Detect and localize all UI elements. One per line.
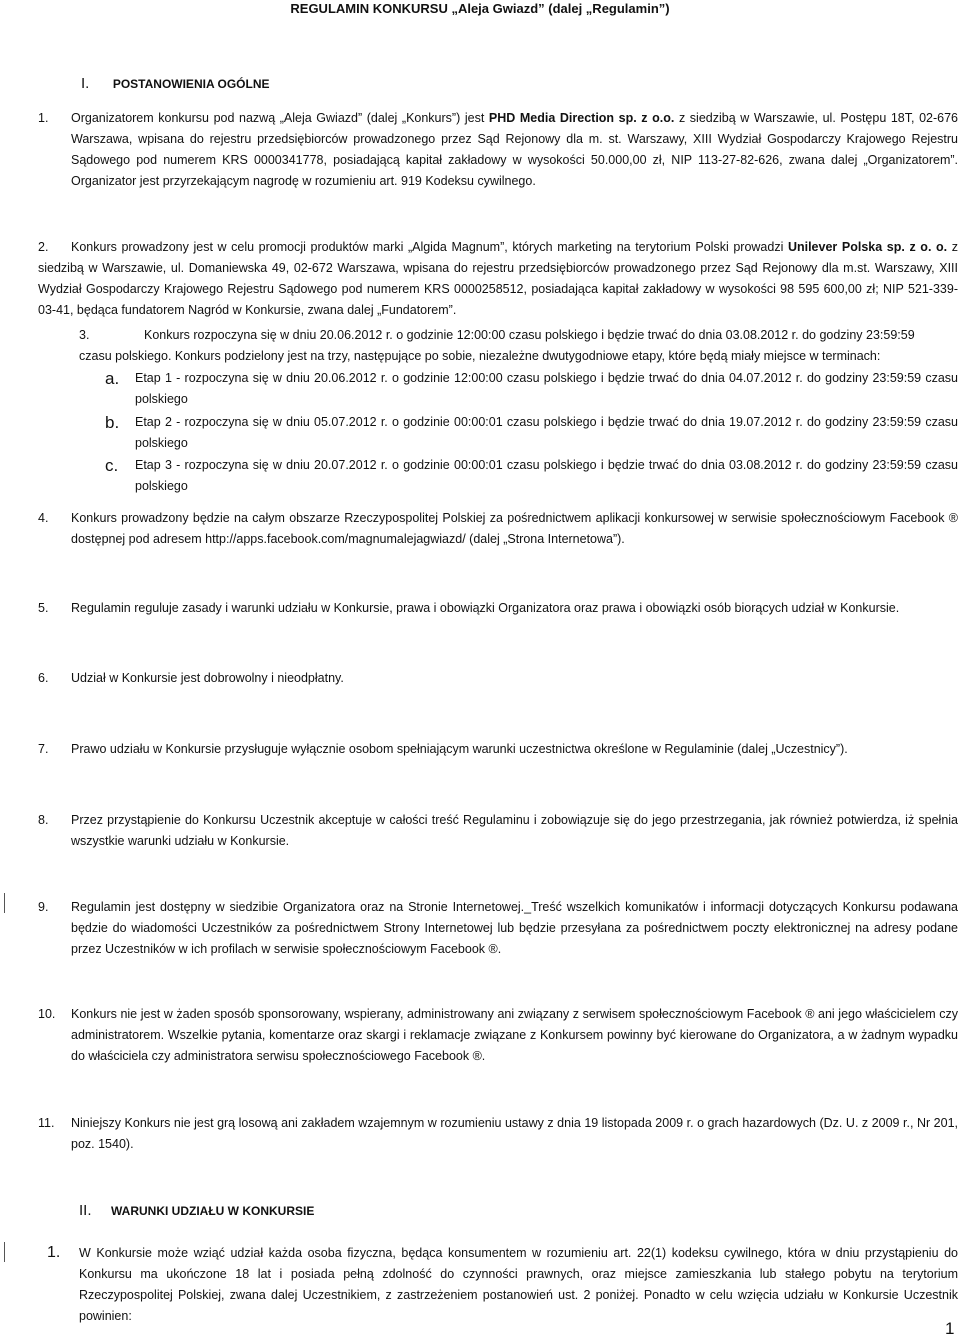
paragraph-6: Udział w Konkursie jest dobrowolny i nieodpłatny. (71, 671, 344, 685)
paragraph-number: 1. (38, 111, 49, 125)
revision-bar (4, 893, 5, 913)
page-number: 1 (945, 1319, 955, 1338)
stage-item: Etap 3 - rozpoczyna się w dniu 20.07.2012 r. o godzinie 00:00:01 czasu polskiego i będzie trwać do dnia 03.08.2012 r. do godziny 23:59:59 czasu polskiego (135, 458, 958, 493)
paragraph-number: 7. (38, 742, 49, 756)
paragraph-10: Konkurs nie jest w żaden sposób sponsorowany, wspierany, administrowany ani związany z serwisem społecznościowym Facebook ® ani jego właścicielem czy administratorem. Wszelkie pytania, komentarze oraz skargi i reklamacje związane z Konkursem powinny być kierowane do Organizatora, a w żadnym wypadku do właściciela czy administratora serwisu społecznościowego Facebook ®. (71, 1007, 958, 1063)
section-title: POSTANOWIENIA OGÓLNE (112, 77, 270, 91)
section-heading (79, 1200, 314, 1222)
paragraph-3-line-2: czasu polskiego. Konkurs podzielony jest na trzy, następujące po sobie, niezależne dwutygodniowe etapy, które będą miały miejsce w terminach: (79, 349, 881, 363)
paragraph-text: z siedzibą w Warszawie, ul. Domaniewska 49, 02-672 Warszawa, wpisana do rejestru przedsiębiorców prowadzonego przez Sąd Rejonowy dla m.st. Warszawy, XIII Wydział Gospodarczy Krajowego Rejestru Sądowego pod numerem KRS 0000258512, posiadająca kapitał zakładowy w wysokości 98 595 600,00 zł; NIP 521-339-03-41, będąca fundatorem Nagród w Konkursie, zwana dalej „Fundatorem”. (38, 240, 958, 317)
paragraph-II-1: W Konkursie może wziąć udział każda osoba fizyczna, będąca konsumentem w rozumieniu art. 22(1) kodeksu cywilnego, która w dniu przystąpieniu do Konkursu ma ukończone 18 lat i posiada pełną zdolność do czynności prawnych, oraz miejsce zamieszkania lub stałego pobytu na terytorium Rzeczypospolitej Polskiej, zwana dalej Uczestnikiem, z zastrzeżeniem postanowień ust. 2 poniżej. Ponadto w celu wzięcia udziału w Konkursie Uczestnik powinien: (79, 1246, 958, 1323)
paragraph-8: Przez przystąpienie do Konkursu Uczestnik akceptuje w całości treść Regulaminu i zobowiązuje się do jego przestrzegania, jak również potwierdza, iż spełnia wszystkie warunki udziału w Konkursie. (71, 813, 958, 848)
section-number: I. (81, 75, 90, 92)
paragraph-3-line-1: Konkurs rozpoczyna się w dniu 20.06.2012 r. o godzinie 12:00:00 czasu polskiego i będzie trwać do dnia 03.08.2012 r. do godziny 23:59:59 (144, 328, 915, 342)
paragraph-number: 1. (47, 1244, 61, 1261)
paragraph-number: 2. (38, 240, 49, 254)
paragraph-5: Regulamin reguluje zasady i warunki udziału w Konkursie, prawa i obowiązki Organizatora oraz prawa i obowiązki osób biorących udział w Konkursie. (71, 601, 900, 615)
paragraph-text: Konkurs prowadzony jest w celu promocji produktów marki „Algida Magnum”, których marketing na terytorium Polski prowadzi (71, 240, 788, 254)
paragraph-number: 10. (38, 1007, 56, 1021)
paragraph-7: Prawo udziału w Konkursie przysługuje wyłącznie osobom spełniającym warunki uczestnictwa określone w Regulaminie (dalej „Uczestnicy”). (71, 742, 848, 756)
paragraph-text: Organizatorem konkursu pod nazwą „Aleja Gwiazd” (dalej „Konkurs”) jest (71, 111, 489, 125)
paragraph-number: 11. (38, 1116, 55, 1130)
paragraph-number: 4. (38, 511, 49, 525)
paragraph-number: 6. (38, 671, 49, 685)
paragraph-number: 9. (38, 900, 49, 914)
revision-bar (4, 1242, 5, 1262)
paragraph-number: 3. (79, 328, 90, 342)
paragraph-11: Niniejszy Konkurs nie jest grą losową ani zakładem wzajemnym w rozumieniu ustawy z dnia 19 listopada 2009 r. o grach hazardowych (Dz. U. z 2009 r., Nr 201, poz. 1540). (71, 1116, 958, 1151)
section-heading (81, 73, 270, 95)
document-title: REGULAMIN KONKURSU „Aleja Gwiazd” (dalej „Regulamin”) (290, 1, 670, 16)
paragraph-9: Regulamin jest dostępny w siedzibie Organizatora oraz na Stronie Internetowej._Treść wszelkich komunikatów i informacji dotyczących Konkursu podawana będzie do wiadomości Uczestników za pośrednictwem Strony Internetowej lub będzie przesyłana za pośrednictwem poczty elektronicznej na adresy podane przez Uczestników w ich profilach w serwisie społecznościowym Facebook ®. (71, 900, 958, 956)
paragraph-4: Konkurs prowadzony będzie na całym obszarze Rzeczypospolitej Polskiej za pośrednictwem aplikacji konkursowej w serwisie społecznościowym Facebook ® dostępnej pod adresem http://apps.facebook.com/magnumalejagwiazd/ (dalej „Strona Internetowa”). (71, 511, 958, 546)
paragraph-number: 8. (38, 813, 49, 827)
stage-item: Etap 1 - rozpoczyna się w dniu 20.06.2012 r. o godzinie 12:00:00 czasu polskiego i będzie trwać do dnia 04.07.2012 r. do godziny 23:59:59 czasu polskiego (135, 371, 958, 406)
stage-letter: b. (105, 413, 120, 432)
stage-letter: c. (105, 456, 119, 475)
stage-item: Etap 2 - rozpoczyna się w dniu 05.07.2012 r. o godzinie 00:00:01 czasu polskiego i będzie trwać do dnia 19.07.2012 r. do godziny 23:59:59 czasu polskiego (135, 415, 958, 450)
paragraph-number: 5. (38, 601, 49, 615)
founder-name: Unilever Polska sp. z o. o. (787, 240, 948, 254)
paragraph-1 (71, 108, 958, 192)
section-number: II. (79, 1202, 92, 1219)
section-title: WARUNKI UDZIAŁU W KONKURSIE (111, 1204, 315, 1218)
paragraph-2 (38, 237, 958, 321)
organizer-name: PHD Media Direction sp. z o.o. (488, 111, 675, 125)
paragraph-text: z siedzibą w Warszawie, ul. Postępu 18T, 02-676 Warszawa, wpisana do rejestru przedsiębiorców prowadzonego przez Sąd Rejonowy dla m. st. Warszawy, XIII Wydział Gospodarczy Krajowego Rejestru Sądowego pod numerem KRS 0000341778, posiadającą kapitał zakładowy w wysokości 50.000,00 zł, NIP 113-27-82-626, zwana dalej „Organizatorem”. Organizator jest przyrzekającym nagrodę w rozumieniu art. 919 Kodeksu cywilnego. (71, 111, 959, 188)
stage-letter: a. (105, 369, 120, 388)
